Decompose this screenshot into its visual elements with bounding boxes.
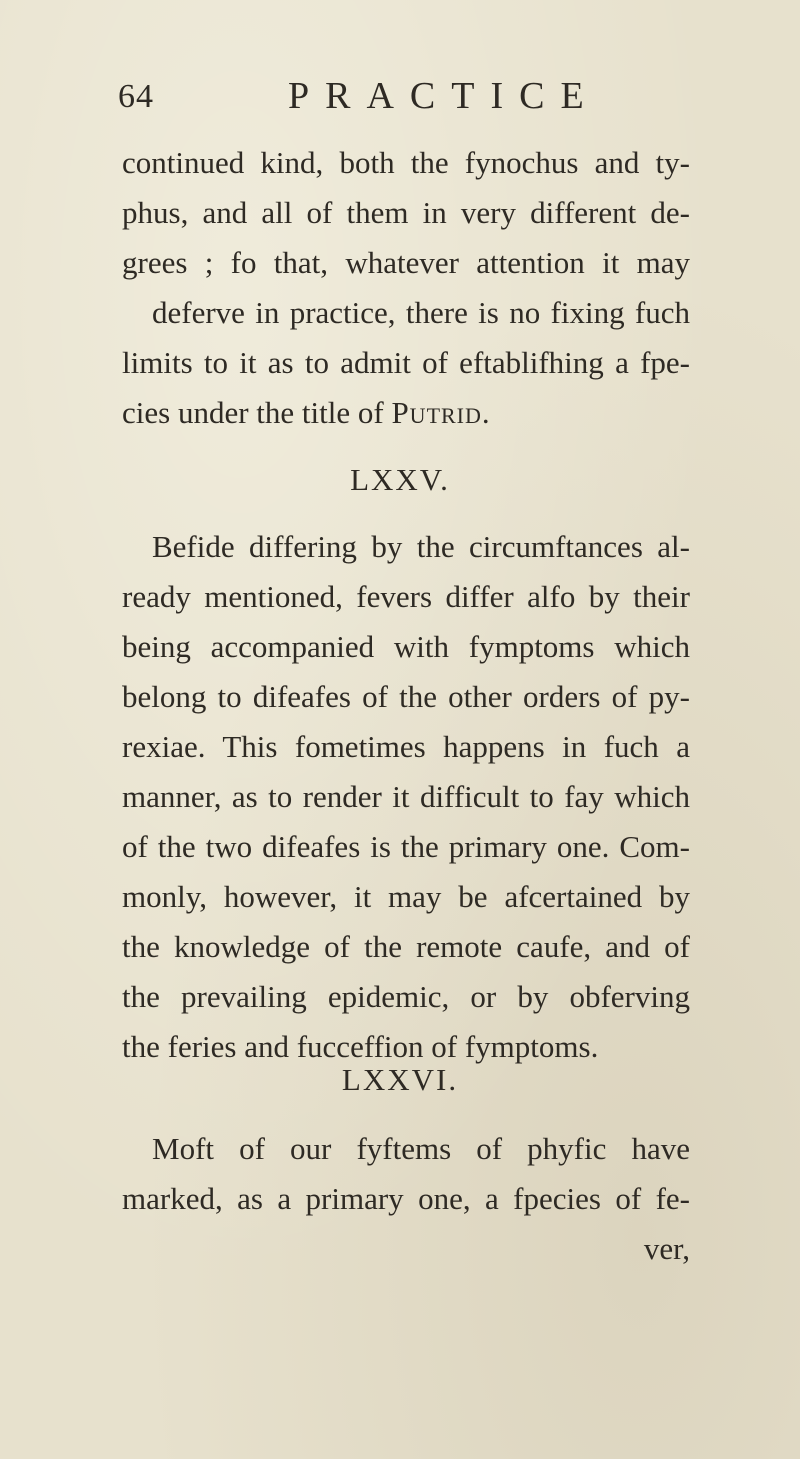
text-line: continued kind, both the fynochus and ty- — [122, 145, 690, 180]
running-head: PRACTICE — [288, 75, 600, 117]
text-fragment: cies under the title of — [122, 395, 384, 430]
text-line: being accompanied with fymptoms which — [122, 629, 690, 664]
text-line: monly, however, it may be afcertained by — [122, 879, 690, 914]
text-line: the knowledge of the remote caufe, and of — [122, 929, 690, 964]
smallcaps-term: Putrid. — [391, 395, 491, 430]
text-line: manner, as to render it difficult to fay which — [122, 779, 690, 814]
text-line: phus, and all of them in very different de- — [122, 195, 690, 230]
section-heading-lxxv: LXXV. — [350, 462, 450, 497]
text-line: rexiae. This fometimes happens in fuch a — [122, 729, 690, 764]
text-line: Moft of our fyftems of phyfic have — [152, 1131, 690, 1166]
text-line — [122, 388, 690, 438]
text-line: grees ; fo that, whatever attention it may — [122, 245, 690, 280]
text-line: deferve in practice, there is no fixing fuch — [152, 295, 690, 330]
text-line: limits to it as to admit of eftablifhing a fpe- — [122, 345, 690, 380]
text-line: belong to difeafes of the other orders of py- — [122, 679, 690, 714]
page-number: 64 — [118, 78, 154, 115]
paragraph-lxxv — [122, 522, 690, 1072]
section-heading-lxxvi: LXXVI. — [341, 1062, 459, 1097]
page-header — [118, 74, 678, 122]
paragraph-continued — [122, 138, 690, 438]
text-line: ready mentioned, fevers differ alfo by their — [122, 579, 690, 614]
text-line: Befide differing by the circumftances al- — [152, 529, 690, 564]
paragraph-lxxvi — [122, 1124, 690, 1274]
text-line: of the two difeafes is the primary one. Com- — [122, 829, 690, 864]
text-line: the feries and fucceffion of fymptoms. — [122, 1029, 599, 1064]
text-line: the prevailing epidemic, or by obferving — [122, 979, 690, 1014]
catchword: ver, — [643, 1231, 690, 1266]
text-line: marked, as a primary one, a fpecies of fe- — [122, 1181, 690, 1216]
